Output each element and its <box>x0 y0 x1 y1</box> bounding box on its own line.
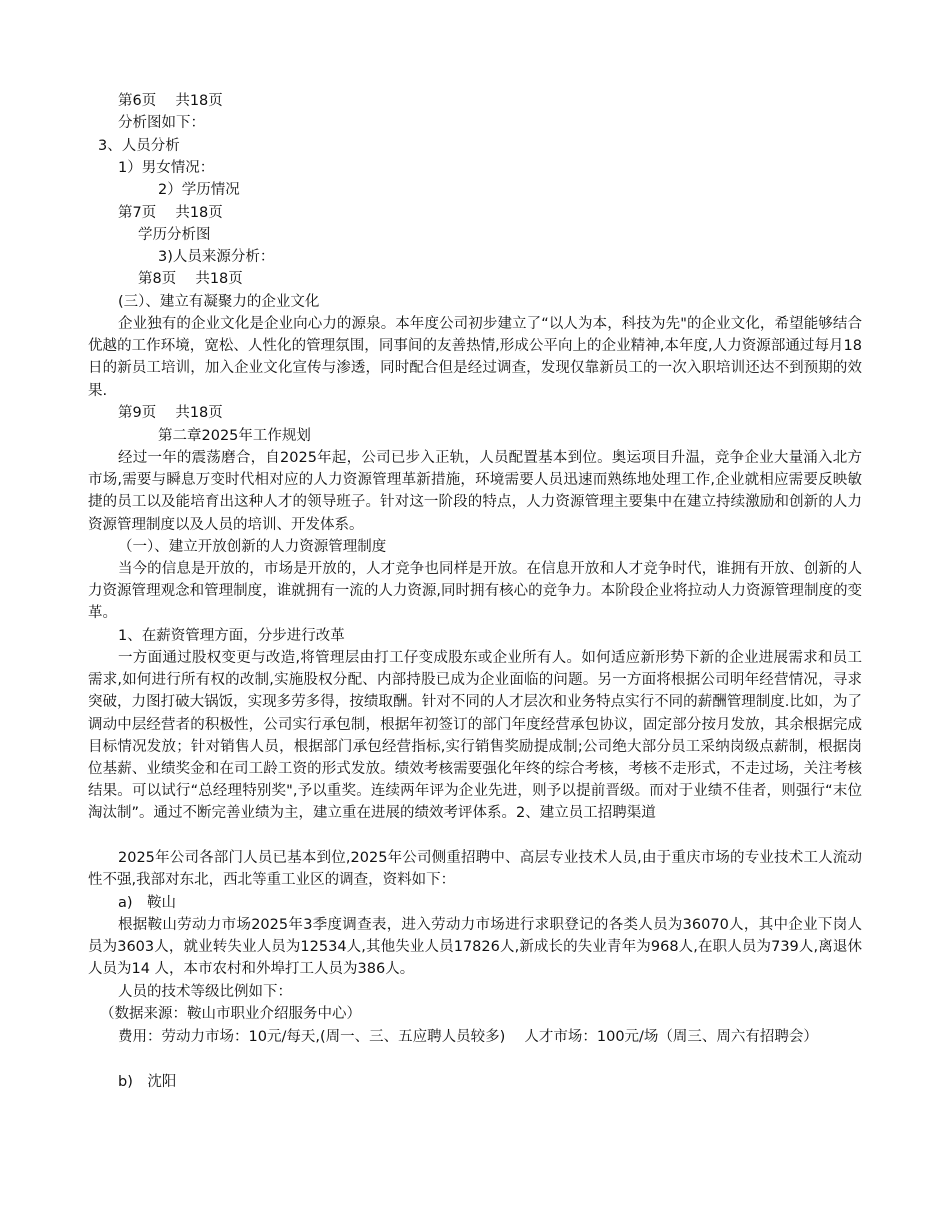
page-marker-8: 第8页 共18页 <box>138 271 243 287</box>
salary-heading: 1、在薪资管理方面，分步进行改革 <box>118 628 345 644</box>
page-marker-9: 第9页 共18页 <box>118 405 223 421</box>
anshan-paragraph: 根据鞍山劳动力市场2025年3季度调查表，进入劳动力市场进行求职登记的各类人员为36070人，其中企业下岗人员为3603人，就业转失业人员为12534人,其他失业人员17826人,新成长的失业青年为968人,在职人员为739人,离退休人员为14 人，本市农村和外埠打工人员为386人。 <box>88 917 862 978</box>
source-analysis-heading: 3)人员来源分析： <box>158 249 275 265</box>
chapter-2-title: 第二章2025年工作规划 <box>158 428 311 444</box>
page-marker-7: 第7页 共18页 <box>118 205 223 221</box>
page-marker-6: 第6页 共18页 <box>118 93 223 109</box>
salary-paragraph: 一方面通过股权变更与改造,将管理层由打工仔变成股东或企业所有人。如何适应新形势下新的企业进展需求和员工需求,如何进行所有权的改制,实施股权分配、内部持股已成为企业面临的问题。另一方面将根据公司明年经营情况，寻求突破，力图打破大锅饭，实现多劳多得，按绩取酬。针对不同的人才层次和业务特点实行不同的薪酬管理制度.比如，为了调动中层经营者的积极性，公司实行承包制，根据年初签订的部门年度经营承包协议，固定部分按月发放，其余根据完成目标情况发放；针对销售人员，根据部门承包经营指标,实行销售奖励提成制;公司绝大部分员工采纳岗级点薪制，根据岗位基薪、业绩奖金和在司工龄工资的形式发放。绩效考核需要强化年终的综合考核，考核不走形式，不走过场，关注考核结果。可以试行“总经理特别奖",予以重奖。连续两年评为企业先进，则予以提前晋级。而对于业绩不佳者，则强行“末位淘汰制”。通过不断完善业绩为主，建立重在进展的绩效考评体系。2、建立员工招聘渠道 <box>88 650 862 822</box>
gender-heading: 1）男女情况： <box>118 160 215 176</box>
section-1-heading: （一）、建立开放创新的人力资源管理制度 <box>118 539 387 555</box>
item-a-anshan: a) 鞍山 <box>118 895 177 911</box>
recruit-paragraph: 2025年公司各部门人员已基本到位,2025年公司侧重招聘中、高层专业技术人员,由于重庆市场的专业技术工人流动性不强,我部对东北，西北等重工业区的调查，资料如下： <box>88 850 862 889</box>
chapter-2-paragraph: 经过一年的震荡磨合，自2025年起，公司已步入正轨，人员配置基本到位。奥运项目升温，竞争企业大量涌入北方市场,需要与瞬息万变时代相对应的人力资源管理革新措施，环境需要人员迅速而熟练地处理工作,企业就相应需要反映敏捷的员工以及能培育出这种人才的领导班子。针对这一阶段的特点，人力资源管理主要集中在建立持续激励和创新的人力资源管理制度以及人员的培训、开发体系。 <box>88 450 862 533</box>
data-source-note: （数据来源：鞍山市职业介绍服务中心） <box>100 1006 361 1022</box>
culture-paragraph: 企业独有的企业文化是企业向心力的源泉。本年度公司初步建立了“以人为本，科技为先"的企业文化，希望能够结合优越的工作环境，宽松、人性化的管理氛围，同事间的友善热情,形成公平向上的企业精神,本年度,人力资源部通过每月18日的新员工培训，加入企业文化宣传与渗透，同时配合但是经过调查，发现仅靠新员工的一次入职培训还达不到预期的效果. <box>88 316 862 399</box>
item-b-shenyang: b) 沈阳 <box>118 1074 177 1090</box>
tech-ratio-caption: 人员的技术等级比例如下： <box>118 984 292 1000</box>
personnel-analysis-heading: 3、人员分析 <box>98 138 180 154</box>
section-1-paragraph: 当今的信息是开放的，市场是开放的，人才竞争也同样是开放。在信息开放和人才竞争时代，谁拥有开放、创新的人力资源管理观念和管理制度，谁就拥有一流的人力资源,同时拥有核心的竞争力。本阶段企业将拉动人力资源管理制度的变革。 <box>88 561 862 622</box>
education-chart-caption: 学历分析图 <box>138 227 211 243</box>
culture-heading: (三）、建立有凝聚力的企业文化 <box>118 294 320 310</box>
fee-paragraph: 费用：劳动力市场：10元/每天,(周一、三、五应聘人员较多) 人才市场：100元/场（周三、周六有招聘会） <box>118 1029 818 1045</box>
education-heading: 2）学历情况 <box>158 182 240 198</box>
analysis-chart-caption: 分析图如下： <box>118 115 205 131</box>
